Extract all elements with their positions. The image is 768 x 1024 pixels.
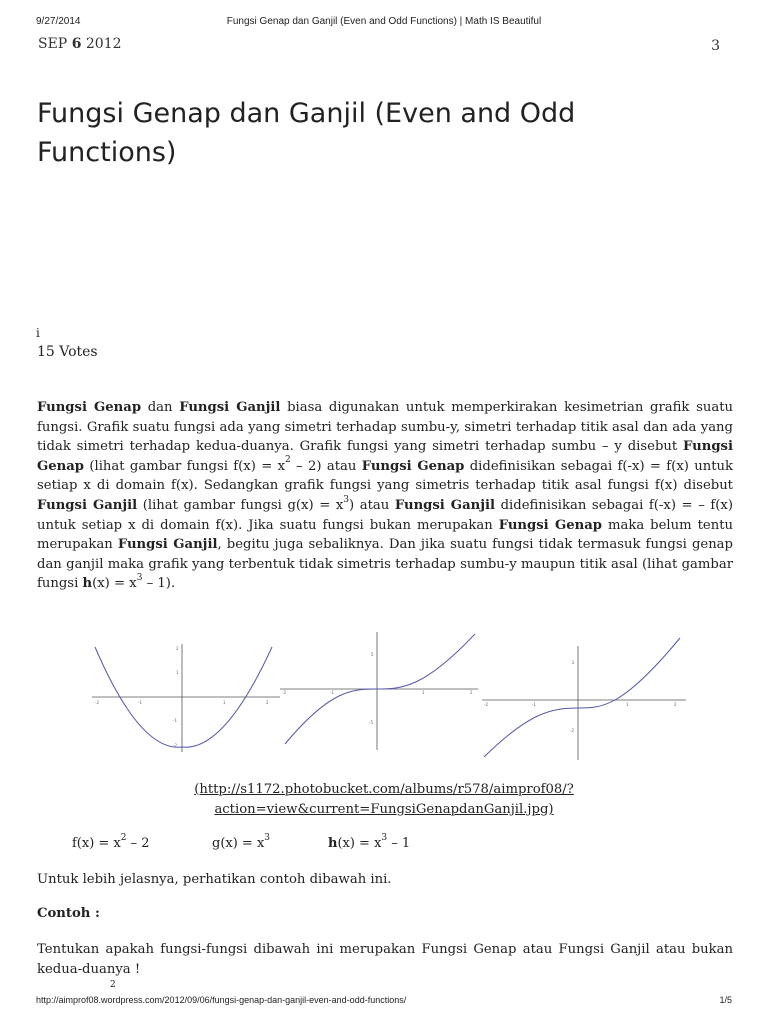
intro-paragraph: Fungsi Genap dan Fungsi Ganjil biasa digunakan untuk memperkirakan kesimetrian grafik suatu fungsi. Grafik suatu fungsi ada yang simetri terhadap sumbu-y, simetri terhadap titik asal dan ada yang tidak simetri terhadap kedua-duanya. Grafik fungsi yang simetri terhadap sumbu – y disebut Fungsi Genap (lihat gambar fungsi $f(x) = x^2 - 2$) atau Fungsi Genap didefinisikan sebagai f(-x) = f(x) untuk setiap x di domain f(x). Sedangkan grafik fungsi yang simetris terhadap titik asal fungsi f(x) disebut Fungsi Ganjil (lihat gambar fungsi $g(x) = x^3$) atau Fungsi Ganjil didefinisikan sebagai f(-x) = – f(x) untuk setiap x di domain f(x). Jika suatu fungsi bukan merupakan Fungsi Genap maka belum tentu merupakan Fungsi Ganjil, begitu juga sebaliknya. Dan jika suatu fungsi tidak termasuk fungsi genap dan ganjil maka grafik yang terbentuk tidak simetris terhadap sumbu-y maupun titik asal (lihat gambar fungsi $h(x) = x^3 - 1$). bbox=[37, 400, 733, 592]
svg-text:-1: -1 bbox=[330, 690, 334, 695]
comment-count[interactable]: 3 bbox=[711, 38, 720, 54]
formula-h: $h(x) = x^3 - 1$ bbox=[328, 832, 411, 851]
svg-text:2: 2 bbox=[470, 690, 473, 695]
function-graphs-image[interactable] bbox=[90, 632, 690, 764]
footer-page-number: 1/5 bbox=[719, 995, 732, 1005]
svg-text:-5: -5 bbox=[369, 720, 373, 725]
example-heading: Contoh : bbox=[37, 906, 100, 921]
svg-text:-2: -2 bbox=[484, 702, 488, 707]
post-date bbox=[38, 36, 122, 52]
post-title: Fungsi Genap dan Ganjil (Even and Odd Functions) bbox=[37, 98, 576, 168]
vote-count: 15 Votes bbox=[37, 344, 98, 360]
svg-text:1: 1 bbox=[422, 690, 425, 695]
svg-text:5: 5 bbox=[371, 652, 374, 657]
svg-text:-1: -1 bbox=[532, 702, 536, 707]
svg-text:-2: -2 bbox=[95, 700, 99, 705]
rating-icon[interactable]: i bbox=[36, 326, 40, 340]
svg-text:-2: -2 bbox=[282, 690, 286, 695]
graph-odd-function bbox=[280, 632, 478, 750]
svg-text:2: 2 bbox=[266, 700, 269, 705]
footer-url: http://aimprof08.wordpress.com/2012/09/06/fungsi-genap-dan-ganjil-even-and-odd-functions/ bbox=[36, 995, 407, 1005]
cut-off-superscript: 2 bbox=[110, 980, 116, 990]
image-source-link-line1[interactable]: (http://s1172.photobucket.com/albums/r578/aimprof08/? bbox=[194, 782, 574, 797]
print-date: 9/27/2014 bbox=[36, 16, 81, 27]
formula-f: $f(x) = x^2 - 2$ bbox=[72, 832, 150, 851]
post-year: 2012 bbox=[85, 36, 122, 52]
print-title: Fungsi Genap dan Ganjil (Even and Odd Functions) | Math IS Beautiful bbox=[226, 16, 542, 27]
formula-g: $g(x) = x^3$ bbox=[212, 832, 271, 851]
svg-text:1: 1 bbox=[626, 702, 629, 707]
graph-even-function bbox=[92, 644, 280, 752]
svg-text:-1: -1 bbox=[173, 718, 177, 723]
svg-text:1: 1 bbox=[223, 700, 226, 705]
post-month: SEP bbox=[38, 36, 68, 52]
svg-text:-1: -1 bbox=[138, 700, 142, 705]
example-question: Tentukan apakah fungsi-fungsi dibawah ini merupakan Fungsi Genap atau Fungsi Ganjil atau bukan kedua-duanya ! bbox=[37, 942, 733, 977]
svg-text:1: 1 bbox=[176, 670, 179, 675]
shifted-cubic-curve bbox=[484, 638, 680, 757]
example-intro: Untuk lebih jelasnya, perhatikan contoh dibawah ini. bbox=[37, 872, 392, 887]
post-day: 6 bbox=[71, 36, 82, 52]
svg-text:-2: -2 bbox=[570, 728, 574, 733]
svg-text:2: 2 bbox=[176, 646, 179, 651]
svg-text:-2: -2 bbox=[173, 743, 177, 748]
svg-text:2: 2 bbox=[572, 660, 575, 665]
graph-neither-function bbox=[482, 638, 686, 760]
svg-text:2: 2 bbox=[674, 702, 677, 707]
image-source-link-line2[interactable]: action=view&current=FungsiGenapdanGanjil.jpg) bbox=[214, 802, 554, 817]
